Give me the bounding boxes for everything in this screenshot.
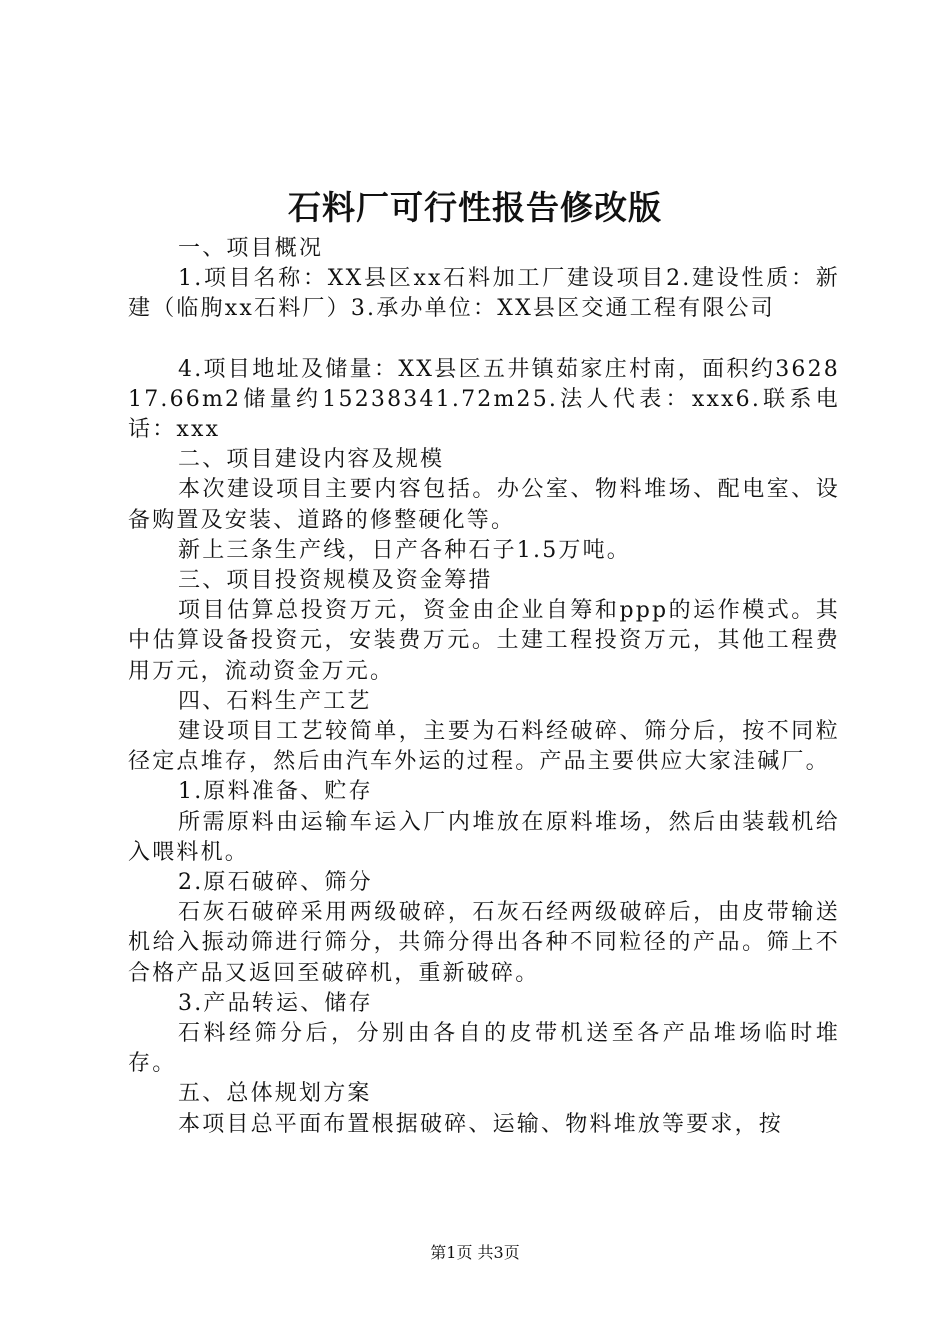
document-title: 石料厂可行性报告修改版 bbox=[288, 188, 662, 227]
paragraph: 本项目总平面布置根据破碎、运输、物料堆放等要求，按 bbox=[178, 1111, 784, 1137]
subsection-heading: 1.原料准备、贮存 bbox=[178, 779, 373, 805]
section-heading: 三、项目投资规模及资金筹措 bbox=[178, 568, 493, 594]
paragraph: 项目估算总投资万元，资金由企业自筹和ppp的运作模式。其中估算设备投资元，安装费万元。土建工程投资万元，其他工程费用万元，流动资金万元。 bbox=[128, 598, 840, 684]
paragraph: 本次建设项目主要内容包括。办公室、物料堆场、配电室、设备购置及安装、道路的修整硬化等。 bbox=[128, 477, 840, 533]
page-footer: 第1页 共3页 bbox=[430, 1243, 520, 1262]
section-heading: 四、石料生产工艺 bbox=[178, 688, 372, 714]
paragraph: 石灰石破碎采用两级破碎，石灰石经两级破碎后，由皮带输送机给入振动筛进行筛分，共筛分得出各种不同粒径的产品。筛上不合格产品又返回至破碎机，重新破碎。 bbox=[128, 900, 840, 986]
paragraph: 所需原料由运输车运入厂内堆放在原料堆场，然后由装载机给入喂料机。 bbox=[128, 809, 840, 865]
paragraph: 建设项目工艺较简单，主要为石料经破碎、筛分后，按不同粒径定点堆存，然后由汽车外运的过程。产品主要供应大家洼碱厂。 bbox=[128, 719, 840, 775]
subsection-heading: 3.产品转运、储存 bbox=[178, 990, 373, 1016]
section-heading: 一、项目概况 bbox=[178, 236, 324, 261]
paragraph: 1.项目名称：XX县区xx石料加工厂建设项目2.建设性质：新建（临朐xx石料厂）3.承办单位：XX县区交通工程有限公司 bbox=[128, 266, 840, 322]
section-heading: 二、项目建设内容及规模 bbox=[178, 447, 445, 473]
paragraph: 新上三条生产线，日产各种石子1.5万吨。 bbox=[178, 537, 631, 563]
paragraph: 石料经筛分后，分别由各自的皮带机送至各产品堆场临时堆存。 bbox=[128, 1021, 840, 1077]
paragraph: 4.项目地址及储量：XX县区五井镇茹家庄村南，面积约362817.66m2储量约15238341.72m25.法人代表：xxx6.联系电话：xxx bbox=[128, 356, 840, 443]
subsection-heading: 2.原石破碎、筛分 bbox=[178, 870, 373, 896]
document-body bbox=[128, 234, 840, 1140]
section-heading: 五、总体规划方案 bbox=[178, 1081, 372, 1107]
